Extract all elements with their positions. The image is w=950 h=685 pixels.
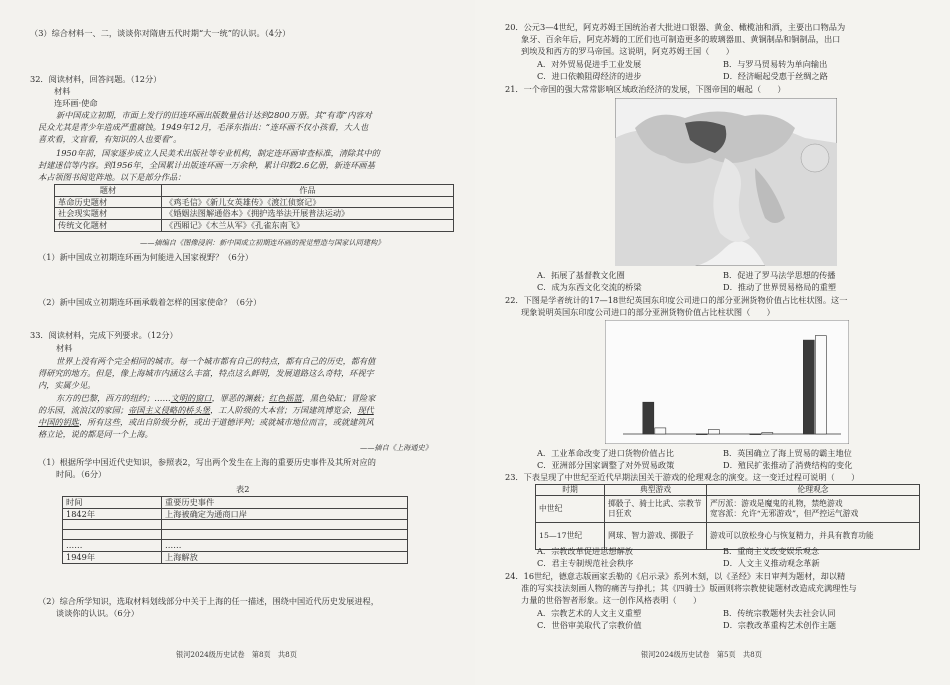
q32-table-header-works: 作品 <box>162 185 454 197</box>
table-cell: 《鸡毛信》《新儿女英雄传》《渡江侦察记》 <box>162 196 454 208</box>
table-cell <box>63 520 162 530</box>
q33-sub1-line1: （1）根据所学中国近代史知识，参照表2，写出两个发生在上海的重要历史事件及其所对应的 <box>38 457 376 467</box>
q22-option-b: B．英国确立了海上贸易的霸主地位 <box>723 448 852 458</box>
q33-heading: 33．阅读材料，完成下列要求。（12分） <box>30 330 178 340</box>
table2-header-event: 重要历史事件 <box>162 497 408 509</box>
q20-option-a: A．对外贸易促进手工业发展 <box>537 59 642 69</box>
table-cell: 革命历史题材 <box>55 196 162 208</box>
left-footer: 银河2024级历史试卷 第8页 共8页 <box>176 650 297 659</box>
right-footer: 银河2024级历史试卷 第5页 共8页 <box>641 650 762 659</box>
q21-option-a: A．拓展了基督教文化圈 <box>537 270 625 280</box>
chart-bar <box>708 430 719 435</box>
table-cell: 1842年 <box>63 508 162 520</box>
table-row <box>536 496 920 523</box>
q33-sub2-line2: 谈谈你的认识。（6分） <box>56 608 139 618</box>
q20-line2: 象牙、百余年后，阿克苏姆的工匠们也可制造更多的玻璃器皿、黄铜制品和铜制品，出口 <box>521 34 841 44</box>
q23-option-b: B．重商主义改变娱乐观念 <box>723 546 820 556</box>
q33-para1-line1: 世界上没有两个完全相同的城市。每一个城市都有自己的特点，都有自己的历史，都有值 <box>56 356 376 366</box>
table-row <box>63 520 408 530</box>
q32-works-table <box>54 184 454 232</box>
q23-header-period: 时期 <box>536 485 605 496</box>
q32-para1-line2: 民众尤其是青少年造成严重腐蚀。1949年12月，毛泽东指出：“连环画不仅小孩看，大人也 <box>38 122 369 132</box>
text-span: ，罪恶的渊薮； <box>211 393 269 403</box>
q20-option-b: B．与罗马贸易转为单向输出 <box>723 59 828 69</box>
text-span: ，所有这些，或出自阶级分析，或出于道德评判；或就城市地位而言，或就建筑风 <box>78 417 374 427</box>
q20-line3: 到埃及和西方的罗马帝国。这说明，阿克苏姆王国（ ） <box>521 46 734 56</box>
table-cell: 《西厢记》《木兰从军》《孔雀东南飞》 <box>162 219 454 231</box>
q23-option-d: D．人文主义推动观念革新 <box>723 558 820 568</box>
q33-para2-line2 <box>38 405 374 416</box>
table-cell: 中世纪 <box>536 496 605 523</box>
q32-para1-line1: 新中国成立初期，市面上发行的旧连环画出版数量估计达到2800万册。其“有毒”内容对 <box>56 110 372 120</box>
q32-heading: 32．阅读材料，回答问题。（12分） <box>30 74 162 84</box>
table-cell: 1949年 <box>63 551 162 563</box>
text-span: 的乐园，流浪汉的家园； <box>38 405 129 415</box>
cell-line: 严厉派：游戏是魔鬼的礼物，禁绝游戏 <box>710 499 843 508</box>
q32-para2-line2: 封建迷信等内容。到1956年，全国累计出版连环画一万余种，累计印数2.6亿册，新连环画基 <box>38 160 375 170</box>
text-span: ，黑色染缸；冒险家 <box>301 393 376 403</box>
q33-para2-line4: 格立论，说的都是同一个上海。 <box>38 429 153 439</box>
q33-sub2-line1: （2）综合所学知识，选取材料划线部分中关于上海的任一描述，围绕中国近代历史发展进程， <box>38 596 379 606</box>
q32-title: 连环画·使命 <box>54 98 98 108</box>
chart-bar <box>762 433 773 435</box>
text-span: ，工人阶级的大本营；万国建筑博览会， <box>209 405 358 415</box>
q24-line3: 力量的世俗智者形象。这一创作风格表明（ ） <box>521 595 702 605</box>
q22-option-d: D．殖民扩张推动了消费结构的变化 <box>723 460 853 470</box>
q32-sub2: （2）新中国成立初期连环画承载着怎样的国家使命？（6分） <box>38 297 262 307</box>
table-row <box>63 530 408 540</box>
q23-header-ethics: 伦理观念 <box>707 485 920 496</box>
table2-header-time: 时间 <box>63 497 162 509</box>
q22-bar-chart <box>605 320 849 444</box>
chart-bar <box>750 434 761 435</box>
table-cell: 上海解放 <box>162 551 408 563</box>
table2 <box>62 496 408 564</box>
table-row <box>63 540 408 552</box>
table-cell: 传统文化题材 <box>55 219 162 231</box>
table-cell <box>63 530 162 540</box>
q21-option-c: C．成为东西文化交流的桥梁 <box>537 282 642 292</box>
underlined-phrase: 帝国主义侵略的桥头堡 <box>128 405 210 415</box>
table-cell <box>162 520 408 530</box>
underlined-phrase: 文明的窗口 <box>170 393 212 403</box>
q24-option-a: A．宗教艺术的人文主义重塑 <box>537 608 642 618</box>
chart-bar <box>643 402 654 434</box>
table-cell: 社会现实题材 <box>55 208 162 220</box>
underlined-phrase: 红色摇篮 <box>268 393 302 403</box>
q33-sub1-line2: 时间。（6分） <box>56 469 107 479</box>
q33-para1-line3: 内，实属少见。 <box>38 380 96 390</box>
q23-option-c: C．君主专制规范社会秩序 <box>537 558 634 568</box>
table-cell: 网球、智力游戏、掷骰子 <box>605 523 707 550</box>
q32-para2-line3: 本占领图书阅览阵地。以下是部分作品： <box>38 172 186 182</box>
q22-line1: 22．下图是学者统计的17—18世纪英国东印度公司进口的部分亚洲货物价值占比柱状图。这一 <box>505 295 848 305</box>
q24-line1: 24．16世纪，德意志版画家丢勒的《启示录》系列木刻，以《圣经》末日审判为题材，却以精 <box>505 571 846 581</box>
q21-stem: 21．一个帝国的强大常常影响区域政治经济的发展，下图帝国的崛起（ ） <box>505 84 786 94</box>
q21-option-d: D．推动了世界贸易格局的重塑 <box>723 282 837 292</box>
q33-para1-line2: 得研究的地方。但是，像上海城市内涵这么丰富，特点这么鲜明，发展道路这么奇特，环视宇 <box>38 368 374 378</box>
q32-source: ——摘编自《图像浸润：新中国成立初期连环画的视觉塑造与国家认同建构》 <box>140 238 385 247</box>
table-cell: 《婚姻法图解通俗本》《拥护选举法开展普法运动》 <box>162 208 454 220</box>
q23-header-games: 典型游戏 <box>605 485 707 496</box>
q24-option-b: B．传统宗教题材失去社会认同 <box>723 608 836 618</box>
q20-option-c: C．进口依赖阻碍经济的进步 <box>537 71 642 81</box>
q32-sub1: （1）新中国成立初期连环画为何能进入国家视野？（6分） <box>38 252 254 262</box>
chart-bar <box>696 434 707 435</box>
q22-line2: 现象说明英国东印度公司进口的部分亚洲货物价值占比柱状图（ ） <box>521 307 775 317</box>
q33-para2-line1 <box>56 393 375 404</box>
q24-option-d: D．宗教改革重构艺术创作主题 <box>723 620 837 630</box>
q20-option-d: D．经济崛起受惠于丝绸之路 <box>723 71 828 81</box>
q23-table <box>535 484 920 550</box>
q32-para2-line1: 1950年前，国家逐步成立人民美术出版社等专业机构，制定连环画审查标准，清除其中的 <box>56 148 380 158</box>
table2-caption: 表2 <box>236 484 250 494</box>
q33-source: ——摘自《上海通史》 <box>360 443 432 452</box>
table-cell: 上海被确定为通商口岸 <box>162 508 408 520</box>
q33-para2-line3 <box>38 417 374 428</box>
chart-bar <box>815 336 826 434</box>
chart-bar <box>655 428 666 434</box>
q31-sub3: （3）综合材料一、二，谈谈你对隋唐五代时期“大一统”的认识。（4分） <box>30 28 291 38</box>
chart-bar <box>803 340 814 434</box>
q32-table-header-theme: 题材 <box>55 185 162 197</box>
table-row <box>63 551 408 563</box>
table-cell: 游戏可以放松身心与恢复精力，并具有教育功能 <box>707 523 920 550</box>
table-cell: 15—17世纪 <box>536 523 605 550</box>
q23-stem: 23．下表呈现了中世纪至近代早期法国关于游戏的伦理观念的演变。这一变迁过程可说明（ ） <box>505 472 860 482</box>
table-row <box>63 508 408 520</box>
table-cell <box>707 496 920 523</box>
underlined-phrase: 现代 <box>357 405 374 415</box>
table-row <box>55 219 454 231</box>
q24-option-c: C．世俗审美取代了宗教价值 <box>537 620 642 630</box>
cell-line: 宽容派：允许“无邪游戏”，但严控运气游戏 <box>710 509 859 519</box>
empire-map-image <box>615 98 837 266</box>
q32-para1-line3: 喜欢看，文盲看，有知识的人也要看”。 <box>38 134 182 144</box>
q22-option-c: C．亚洲部分国家调整了对外贸易政策 <box>537 460 675 470</box>
underlined-phrase: 中国的钥匙 <box>38 417 79 427</box>
table-cell: …… <box>162 540 408 552</box>
q24-line2: 准的写实技法刻画人物的痛苦与挣扎；其《四骑士》版画则将宗教使徒题材改造成充满理性与 <box>521 583 857 593</box>
table-row <box>55 196 454 208</box>
q32-material-label: 材料 <box>54 86 71 96</box>
table-cell: 掷骰子、骑士比武、宗教节日狂欢 <box>605 496 707 523</box>
q23-option-a: A．宗教改革促进思想解放 <box>537 546 633 556</box>
q21-option-b: B．促进了罗马法学思想的传播 <box>723 270 836 280</box>
q33-material-label: 材料 <box>56 343 73 353</box>
table-row <box>55 208 454 220</box>
right-page <box>475 0 950 685</box>
q20-line1: 20．公元3—4世纪，阿克苏姆王国统治者大批进口银器、黄金、橄榄油和酒，主要出口物品为 <box>505 22 846 32</box>
table-cell <box>162 530 408 540</box>
q22-option-a: A．工业革命改变了进口货物价值占比 <box>537 448 674 458</box>
table-cell: …… <box>63 540 162 552</box>
text-span: 东方的巴黎，西方的纽约；…… <box>56 393 171 403</box>
